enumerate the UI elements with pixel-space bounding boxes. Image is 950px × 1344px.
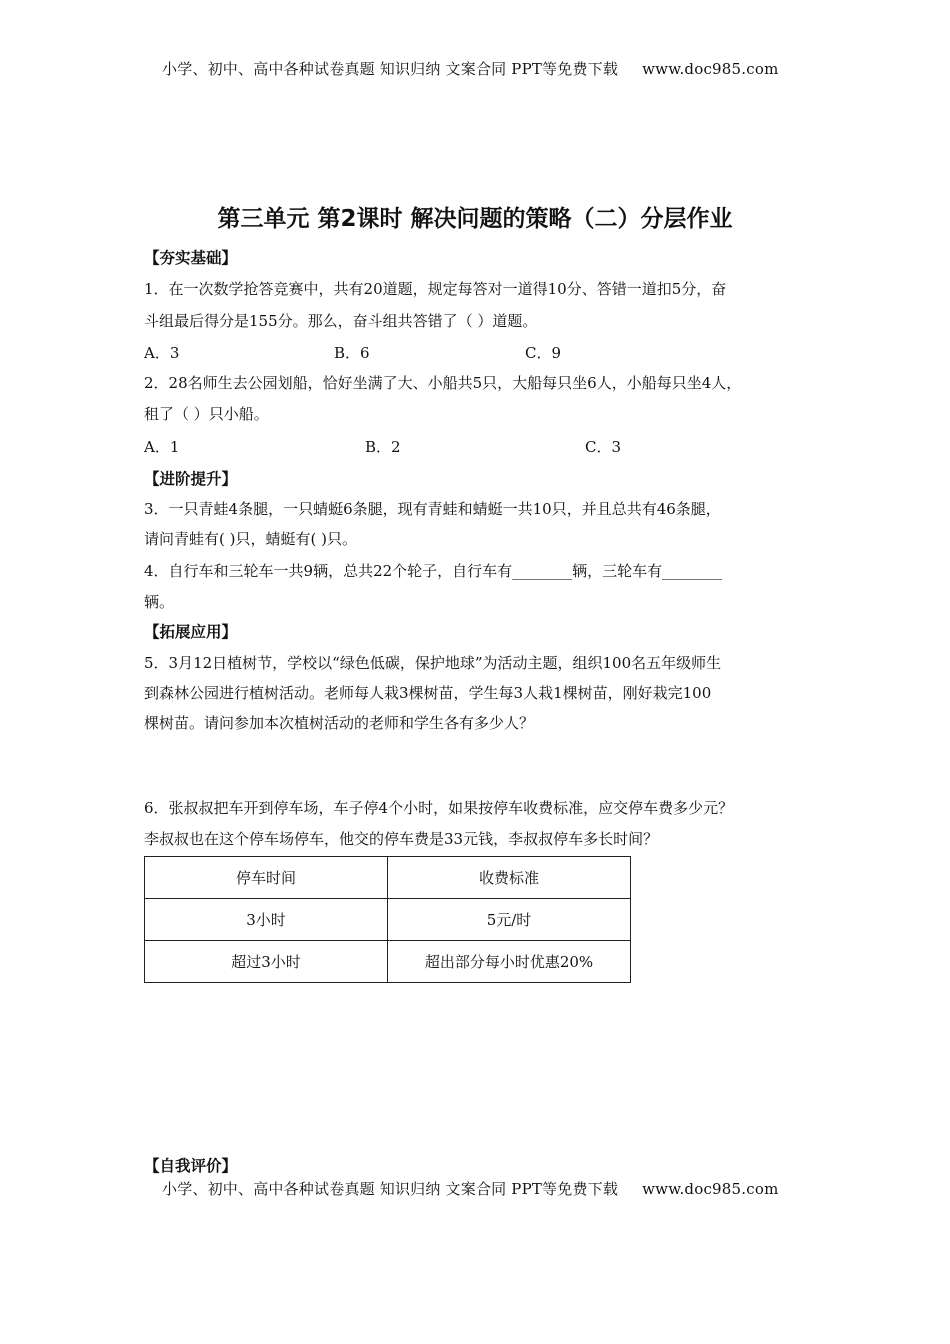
q1-line1: 1．在一次数学抢答竞赛中，共有20道题，规定每答对一道得10分、答错一道扣5分，奋 [144,280,727,298]
footer-text: 小学、初中、高中各种试卷真题 知识归纳 文案合同 PPT等免费下载 [162,1180,619,1198]
parking-fee-table [144,856,631,983]
table-cell: 3小时 [145,899,388,941]
page-header [162,58,779,79]
q3-line1: 3．一只青蛙4条腿，一只蜻蜓6条腿，现有青蛙和蜻蜓一共10只，并且总共有46条腿， [144,500,721,518]
table-header-row [145,857,631,899]
footer-url: www.doc985.com [642,1180,779,1198]
table-cell: 超过3小时 [145,941,388,983]
q4-line1: 4．自行车和三轮车一共9辆，总共22个轮子，自行车有________辆，三轮车有________ [144,562,723,580]
q2-option-c: C．3 [585,438,622,456]
q3-line2: 请问青蛙有( )只，蜻蜓有( )只。 [144,530,357,548]
q2-option-a: A．1 [144,438,180,456]
table-row [145,899,631,941]
q6-line1: 6．张叔叔把车开到停车场，车子停4个小时，如果按停车收费标准，应交停车费多少元？ [144,799,734,817]
q2-line2: 租了（ ）只小船。 [144,405,269,423]
q1-option-c: C．9 [525,344,562,362]
q5-line2: 到森林公园进行植树活动。老师每人栽3棵树苗，学生每3人栽1棵树苗，刚好栽完100 [144,684,712,702]
section-extension: 【拓展应用】 [144,623,238,641]
table-row [145,941,631,983]
q5-line1: 5．3月12日植树节，学校以“绿色低碳，保护地球”为活动主题，组织100名五年级师生 [144,654,722,672]
q1-option-a: A．3 [144,344,180,362]
header-url: www.doc985.com [642,60,779,78]
q1-option-b: B．6 [334,344,370,362]
table-header-cell: 停车时间 [145,857,388,899]
q4-line2: 辆。 [144,593,175,611]
q5-line3: 棵树苗。请问参加本次植树活动的老师和学生各有多少人？ [144,714,535,732]
header-text: 小学、初中、高中各种试卷真题 知识归纳 文案合同 PPT等免费下载 [162,60,619,78]
q2-option-b: B．2 [365,438,401,456]
section-advanced: 【进阶提升】 [144,470,238,488]
table-cell: 超出部分每小时优惠20% [388,941,631,983]
q1-line2: 斗组最后得分是155分。那么，奋斗组共答错了（ ）道题。 [144,312,538,330]
table-header-cell: 收费标准 [388,857,631,899]
q2-line1: 2．28名师生去公园划船，恰好坐满了大、小船共5只，大船每只坐6人，小船每只坐4人， [144,374,742,392]
page-title: 第三单元 第2课时 解决问题的策略（二）分层作业 [217,206,733,232]
section-basic: 【夯实基础】 [144,249,238,267]
page-footer [162,1178,779,1199]
table-cell: 5元/时 [388,899,631,941]
q6-line2: 李叔叔也在这个停车场停车，他交的停车费是33元钱，李叔叔停车多长时间？ [144,830,659,848]
section-self-evaluation: 【自我评价】 [144,1157,238,1175]
